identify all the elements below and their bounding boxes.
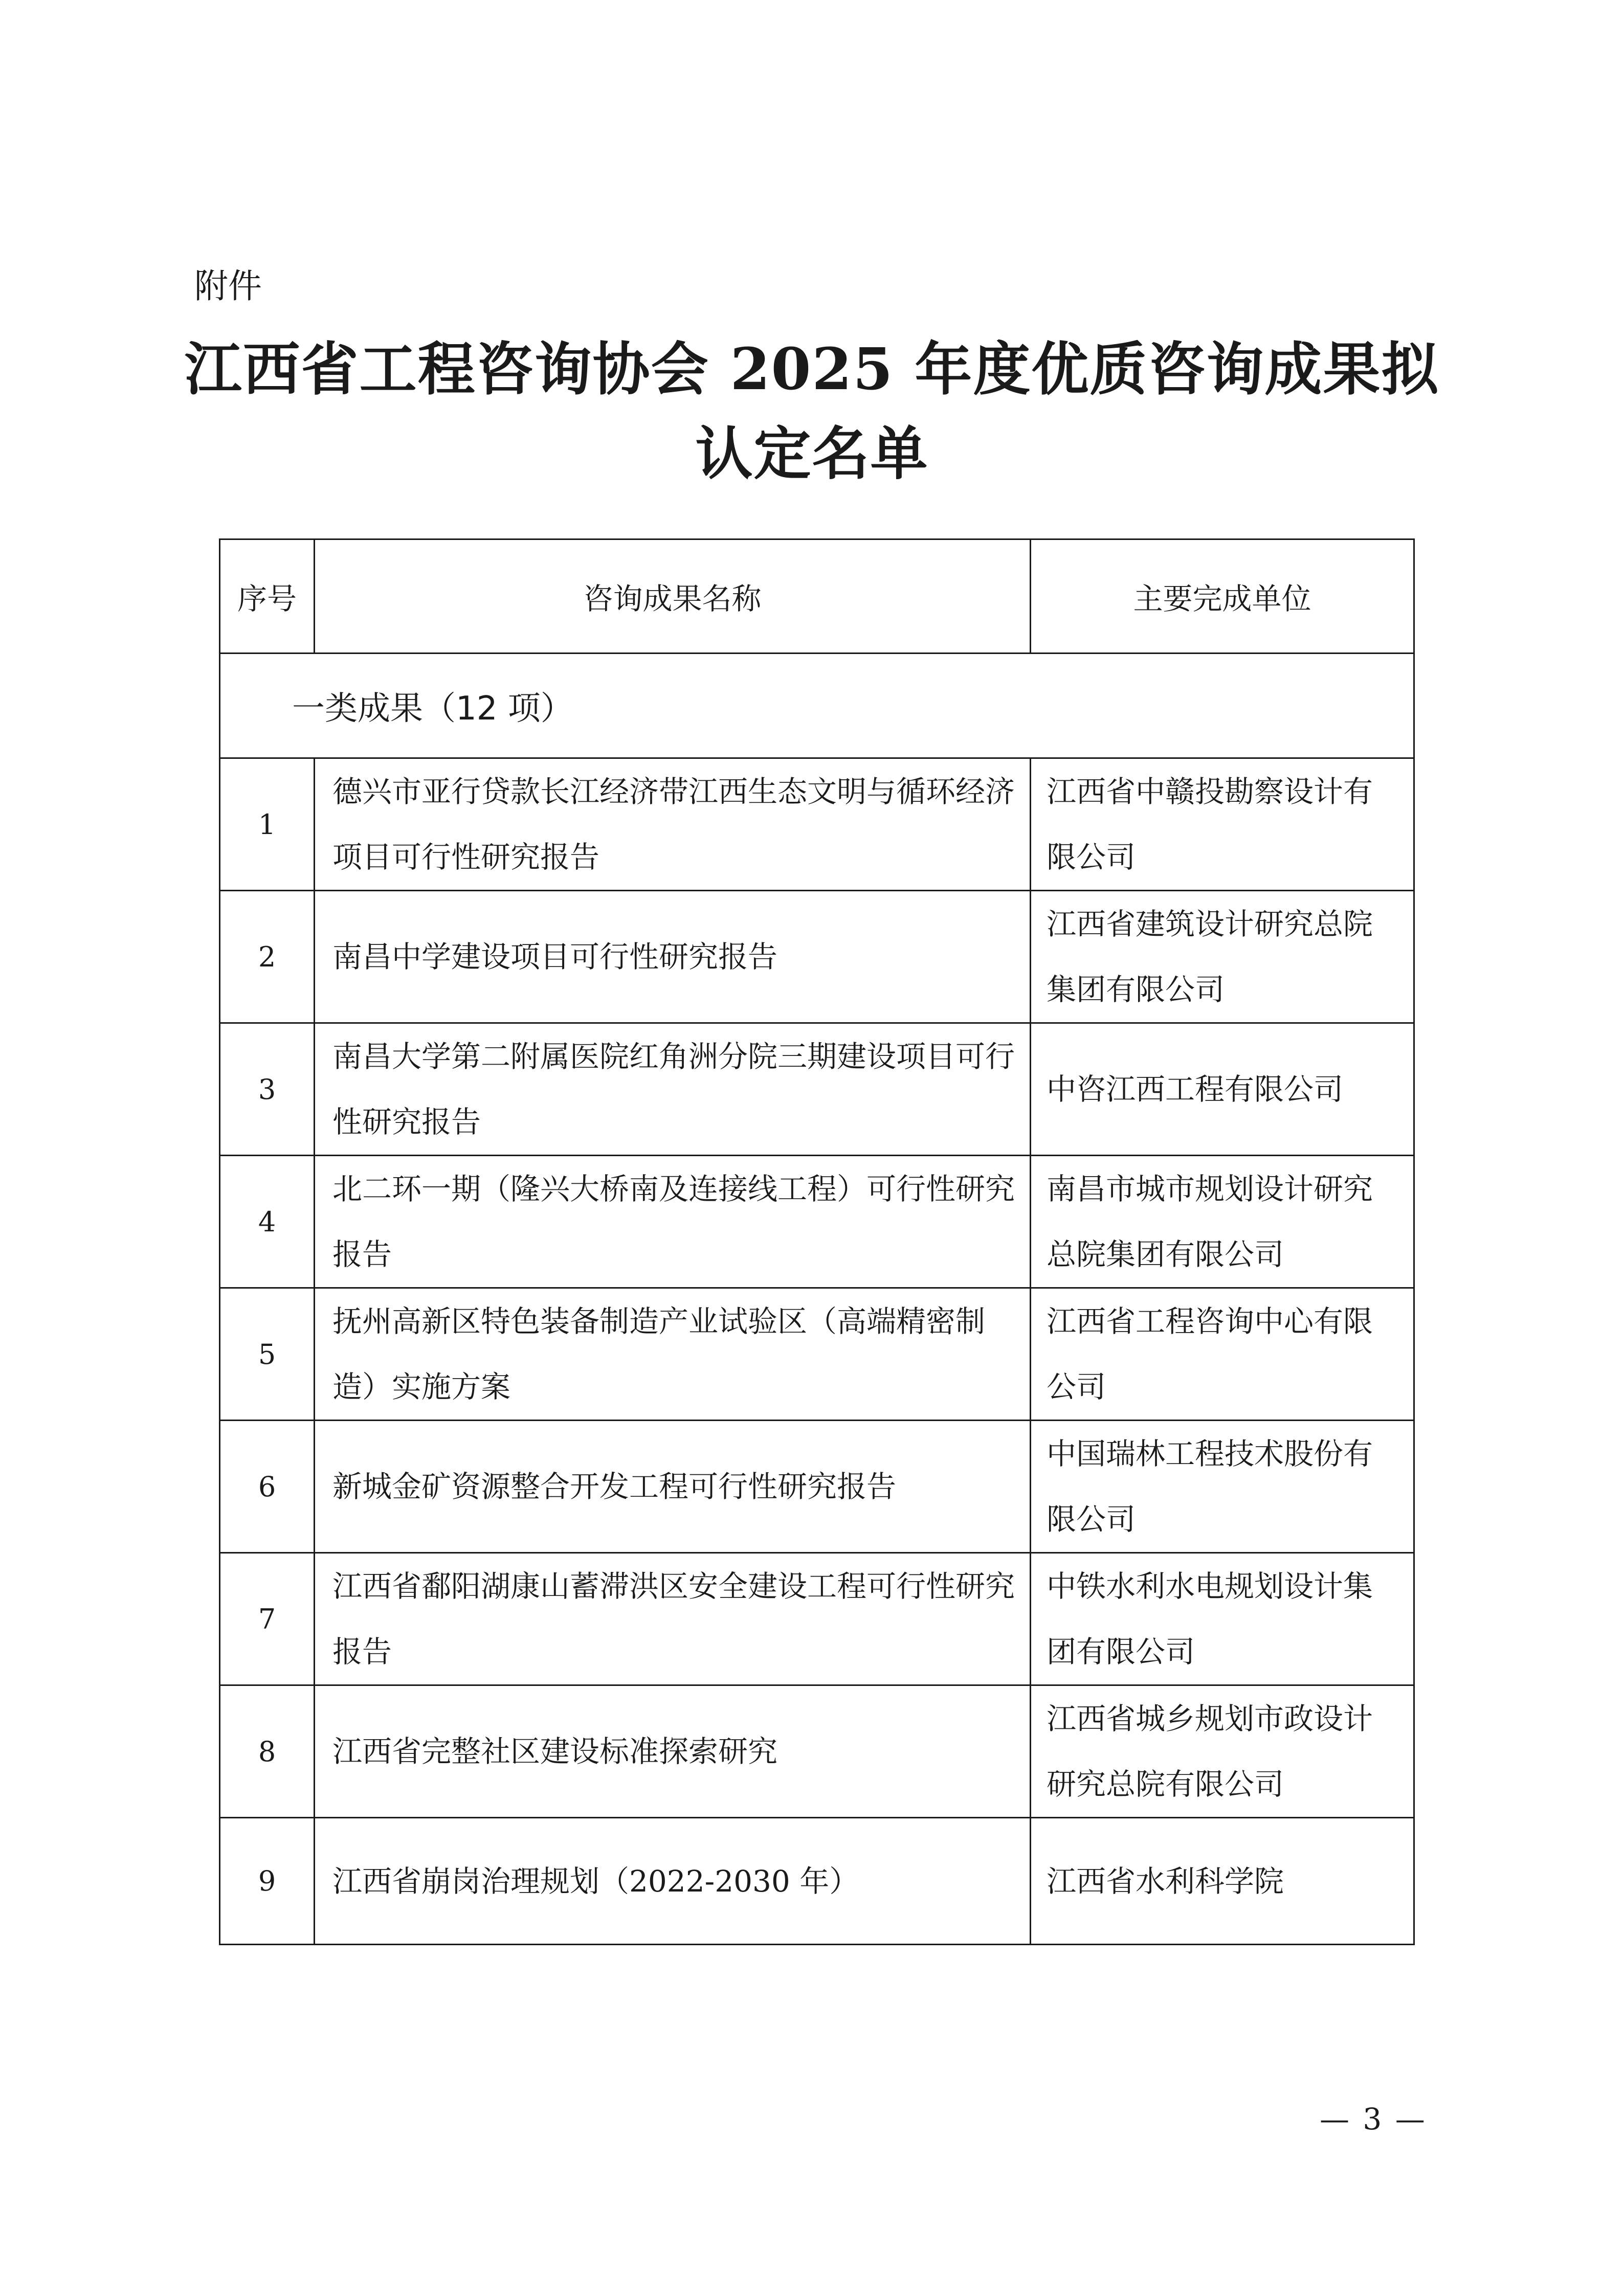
row-name: 新城金矿资源整合开发工程可行性研究报告 <box>315 1421 1031 1553</box>
document-title <box>153 327 1471 496</box>
table-header-row <box>220 539 1414 654</box>
row-name: 江西省鄱阳湖康山蓄滞洪区安全建设工程可行性研究报告 <box>315 1553 1031 1685</box>
table-row <box>220 1023 1414 1156</box>
row-name: 南昌大学第二附属医院红角洲分院三期建设项目可行性研究报告 <box>315 1023 1031 1156</box>
document-title-line-2: 认定名单 <box>695 420 929 487</box>
row-name: 南昌中学建设项目可行性研究报告 <box>315 891 1031 1023</box>
row-unit: 江西省工程咨询中心有限公司 <box>1031 1288 1414 1421</box>
section-title: 一类成果（12 项） <box>220 654 1414 758</box>
row-index: 1 <box>220 758 315 891</box>
row-unit: 中咨江西工程有限公司 <box>1031 1023 1414 1156</box>
row-index: 6 <box>220 1421 315 1553</box>
row-unit: 江西省水利科学院 <box>1031 1818 1414 1945</box>
row-unit: 江西省城乡规划市政设计研究总院有限公司 <box>1031 1685 1414 1818</box>
page-number: — 3 — <box>1320 2102 1427 2136</box>
row-unit: 中铁水利水电规划设计集团有限公司 <box>1031 1553 1414 1685</box>
row-index: 9 <box>220 1818 315 1945</box>
document-title-line-1: 江西省工程咨询协会 2025 年度优质咨询成果拟 <box>184 336 1440 403</box>
row-name: 江西省崩岗治理规划（2022-2030 年） <box>315 1818 1031 1945</box>
row-unit: 中国瑞林工程技术股份有限公司 <box>1031 1421 1414 1553</box>
row-unit: 南昌市城市规划设计研究总院集团有限公司 <box>1031 1156 1414 1288</box>
table-row <box>220 1818 1414 1945</box>
table-row <box>220 758 1414 891</box>
header-unit: 主要完成单位 <box>1031 539 1414 654</box>
header-index: 序号 <box>220 539 315 654</box>
row-name: 北二环一期（隆兴大桥南及连接线工程）可行性研究报告 <box>315 1156 1031 1288</box>
row-name: 江西省完整社区建设标准探索研究 <box>315 1685 1031 1818</box>
row-index: 4 <box>220 1156 315 1288</box>
table-row <box>220 1288 1414 1421</box>
header-name: 咨询成果名称 <box>315 539 1031 654</box>
results-table <box>219 538 1415 1945</box>
row-index: 5 <box>220 1288 315 1421</box>
table-row <box>220 891 1414 1023</box>
attachment-label: 附件 <box>194 266 262 306</box>
table-row <box>220 1421 1414 1553</box>
row-index: 8 <box>220 1685 315 1818</box>
section-row <box>220 654 1414 758</box>
row-name: 德兴市亚行贷款长江经济带江西生态文明与循环经济项目可行性研究报告 <box>315 758 1031 891</box>
row-name: 抚州高新区特色装备制造产业试验区（高端精密制造）实施方案 <box>315 1288 1031 1421</box>
row-index: 2 <box>220 891 315 1023</box>
row-unit: 江西省中赣投勘察设计有限公司 <box>1031 758 1414 891</box>
row-index: 7 <box>220 1553 315 1685</box>
row-index: 3 <box>220 1023 315 1156</box>
table-row <box>220 1553 1414 1685</box>
table-row <box>220 1685 1414 1818</box>
table-row <box>220 1156 1414 1288</box>
row-unit: 江西省建筑设计研究总院集团有限公司 <box>1031 891 1414 1023</box>
